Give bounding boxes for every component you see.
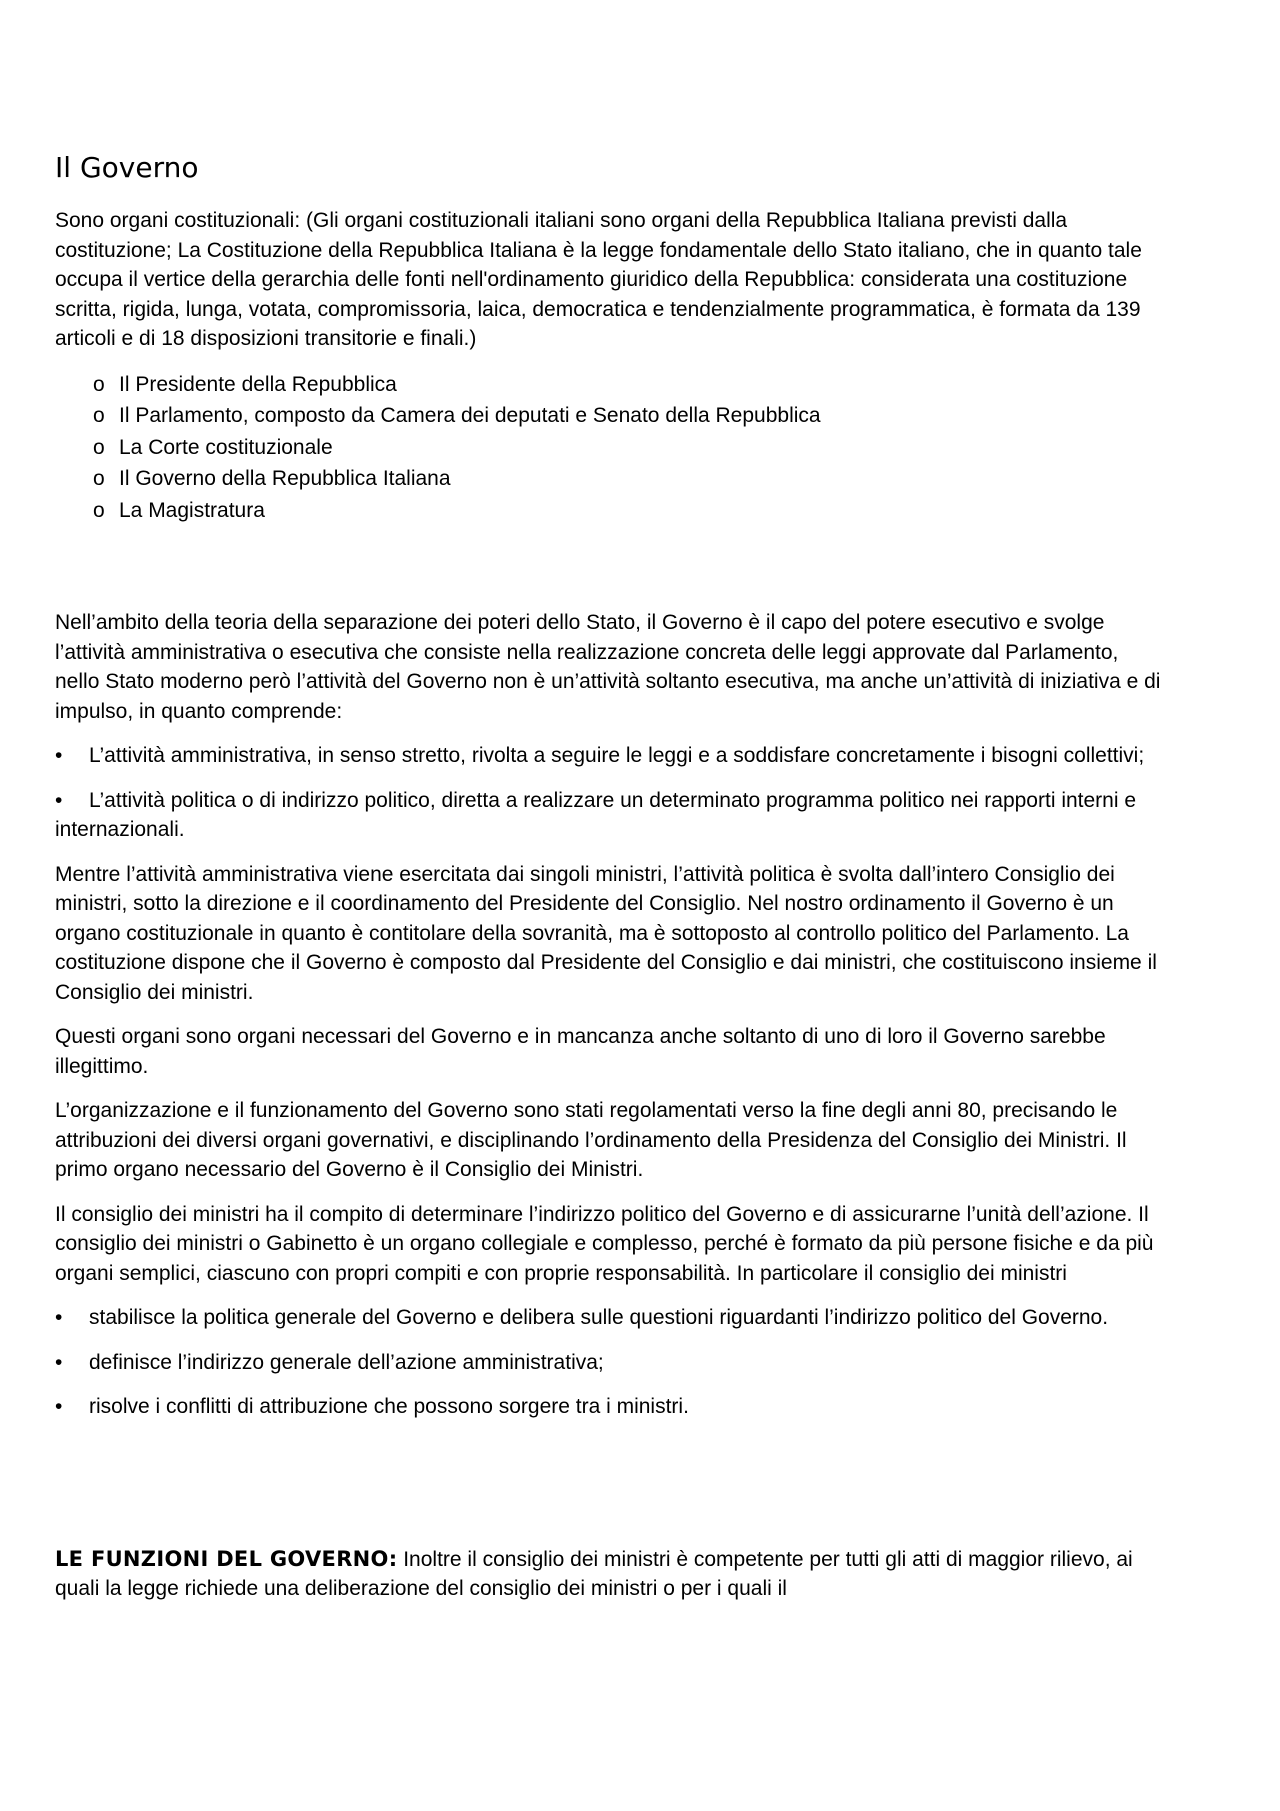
- list-item: o La Magistratura: [93, 495, 1165, 527]
- separazione-paragraph: Nell’ambito della teoria della separazione dei poteri dello Stato, il Governo è il capo del potere esecutivo e svolge l’attività amministrativa o esecutiva che consiste nella realizzazione concreta delle leggi approvate dal Parlamento, nello Stato moderno però l’attività del Governo non è un’attività soltanto esecutiva, ma anche un’attività di iniziativa e di impulso, in quanto comprende:: [55, 611, 1161, 723]
- funzioni-heading: LE FUNZIONI DEL GOVERNO:: [55, 1546, 398, 1571]
- attivita-item: • L’attività politica o di indirizzo politico, diretta a realizzare un determinato programma politico nei rapporti interni e internazionali.: [55, 786, 1165, 845]
- compito-item: • risolve i conflitti di attribuzione che possono sorgere tra i ministri.: [55, 1392, 1165, 1422]
- mentre-paragraph: Mentre l’attività amministrativa viene esercitata dai singoli ministri, l’attività politica è svolta dall’intero Consiglio dei ministri, sotto la direzione e il coordinamento del Presidente del Consiglio. Nel nostro ordinamento il Governo è un organo costituzionale in quanto è contitolare della sovranità, ma è sottoposto al controllo politico del Parlamento. La costituzione dispone che il Governo è composto dal Presidente del Consiglio e dai ministri, che costituiscono insieme il Consiglio dei ministri.: [55, 862, 1157, 1004]
- list-marker: o: [93, 498, 105, 522]
- bullet-marker: •: [55, 1395, 63, 1418]
- attivita-item: • L’attività amministrativa, in senso stretto, rivolta a seguire le leggi e a soddisfare concretamente i bisogni collettivi;: [55, 741, 1165, 771]
- list-item: o La Corte costituzionale: [93, 432, 1165, 464]
- consiglio-paragraph: Il consiglio dei ministri ha il compito di determinare l’indirizzo politico del Governo e di assicurarne l’unità dell’azione. Il consiglio dei ministri o Gabinetto è un organo collegiale e complesso, perché è formato da più persone fisiche e da più organi semplici, ciascuno con propri compiti e con proprie responsabilità. In particolare il consiglio dei ministri: [55, 1202, 1154, 1285]
- intro-paragraph: Sono organi costituzionali: (Gli organi costituzionali italiani sono organi della Repubblica Italiana previsti dalla costituzione; La Costituzione della Repubblica Italiana è la legge fondamentale dello Stato italiano, che in quanto tale occupa il vertice della gerarchia delle fonti nell'ordinamento giuridico della Repubblica: considerata una costituzione scritta, rigida, lunga, votata, compromissoria, laica, democratica e tendenzialmente programmatica, è formata da 139 articoli e di 18 disposizioni transitorie e finali.): [55, 209, 1142, 350]
- organizzazione-paragraph: L’organizzazione e il funzionamento del Governo sono stati regolamentati verso la fine degli anni 80, precisando le attribuzioni dei diversi organi governativi, e disciplinando l’ordinamento della Presidenza del Consiglio dei Ministri. Il primo organo necessario del Governo è il Consiglio dei Ministri.: [55, 1099, 1127, 1181]
- bullet-marker: •: [55, 744, 63, 767]
- list-marker: o: [93, 467, 105, 490]
- document-body: [55, 150, 1165, 1619]
- bullet-marker: •: [55, 1306, 63, 1329]
- list-marker: o: [93, 372, 105, 396]
- compito-item: • stabilisce la politica generale del Governo e delibera sulle questioni riguardanti l’indirizzo politico del Governo.: [55, 1303, 1165, 1333]
- section-spacer: [55, 1437, 1165, 1545]
- bullet-marker: •: [55, 1350, 63, 1374]
- list-marker: o: [93, 404, 105, 427]
- list-item: o Il Governo della Repubblica Italiana: [93, 463, 1165, 495]
- organi-list: [55, 369, 1165, 527]
- list-marker: o: [93, 435, 105, 459]
- bullet-marker: •: [55, 788, 63, 812]
- funzioni-text: Inoltre il consiglio dei ministri è competente per tutti gli atti di maggior rilievo, ai quali la legge richiede una deliberazione del consiglio dei ministri o per i quali il: [55, 1547, 1133, 1600]
- compito-item: • definisce l’indirizzo generale dell’azione amministrativa;: [55, 1348, 1165, 1378]
- list-item: o Il Presidente della Repubblica: [93, 369, 1165, 401]
- questi-paragraph: Questi organi sono organi necessari del Governo e in mancanza anche soltanto di uno di loro il Governo sarebbe illegittimo.: [55, 1025, 1106, 1078]
- list-item: o Il Parlamento, composto da Camera dei deputati e Senato della Repubblica: [93, 400, 1165, 432]
- funzioni-paragraph: [55, 1545, 1165, 1604]
- page-title: Il Governo: [55, 151, 199, 184]
